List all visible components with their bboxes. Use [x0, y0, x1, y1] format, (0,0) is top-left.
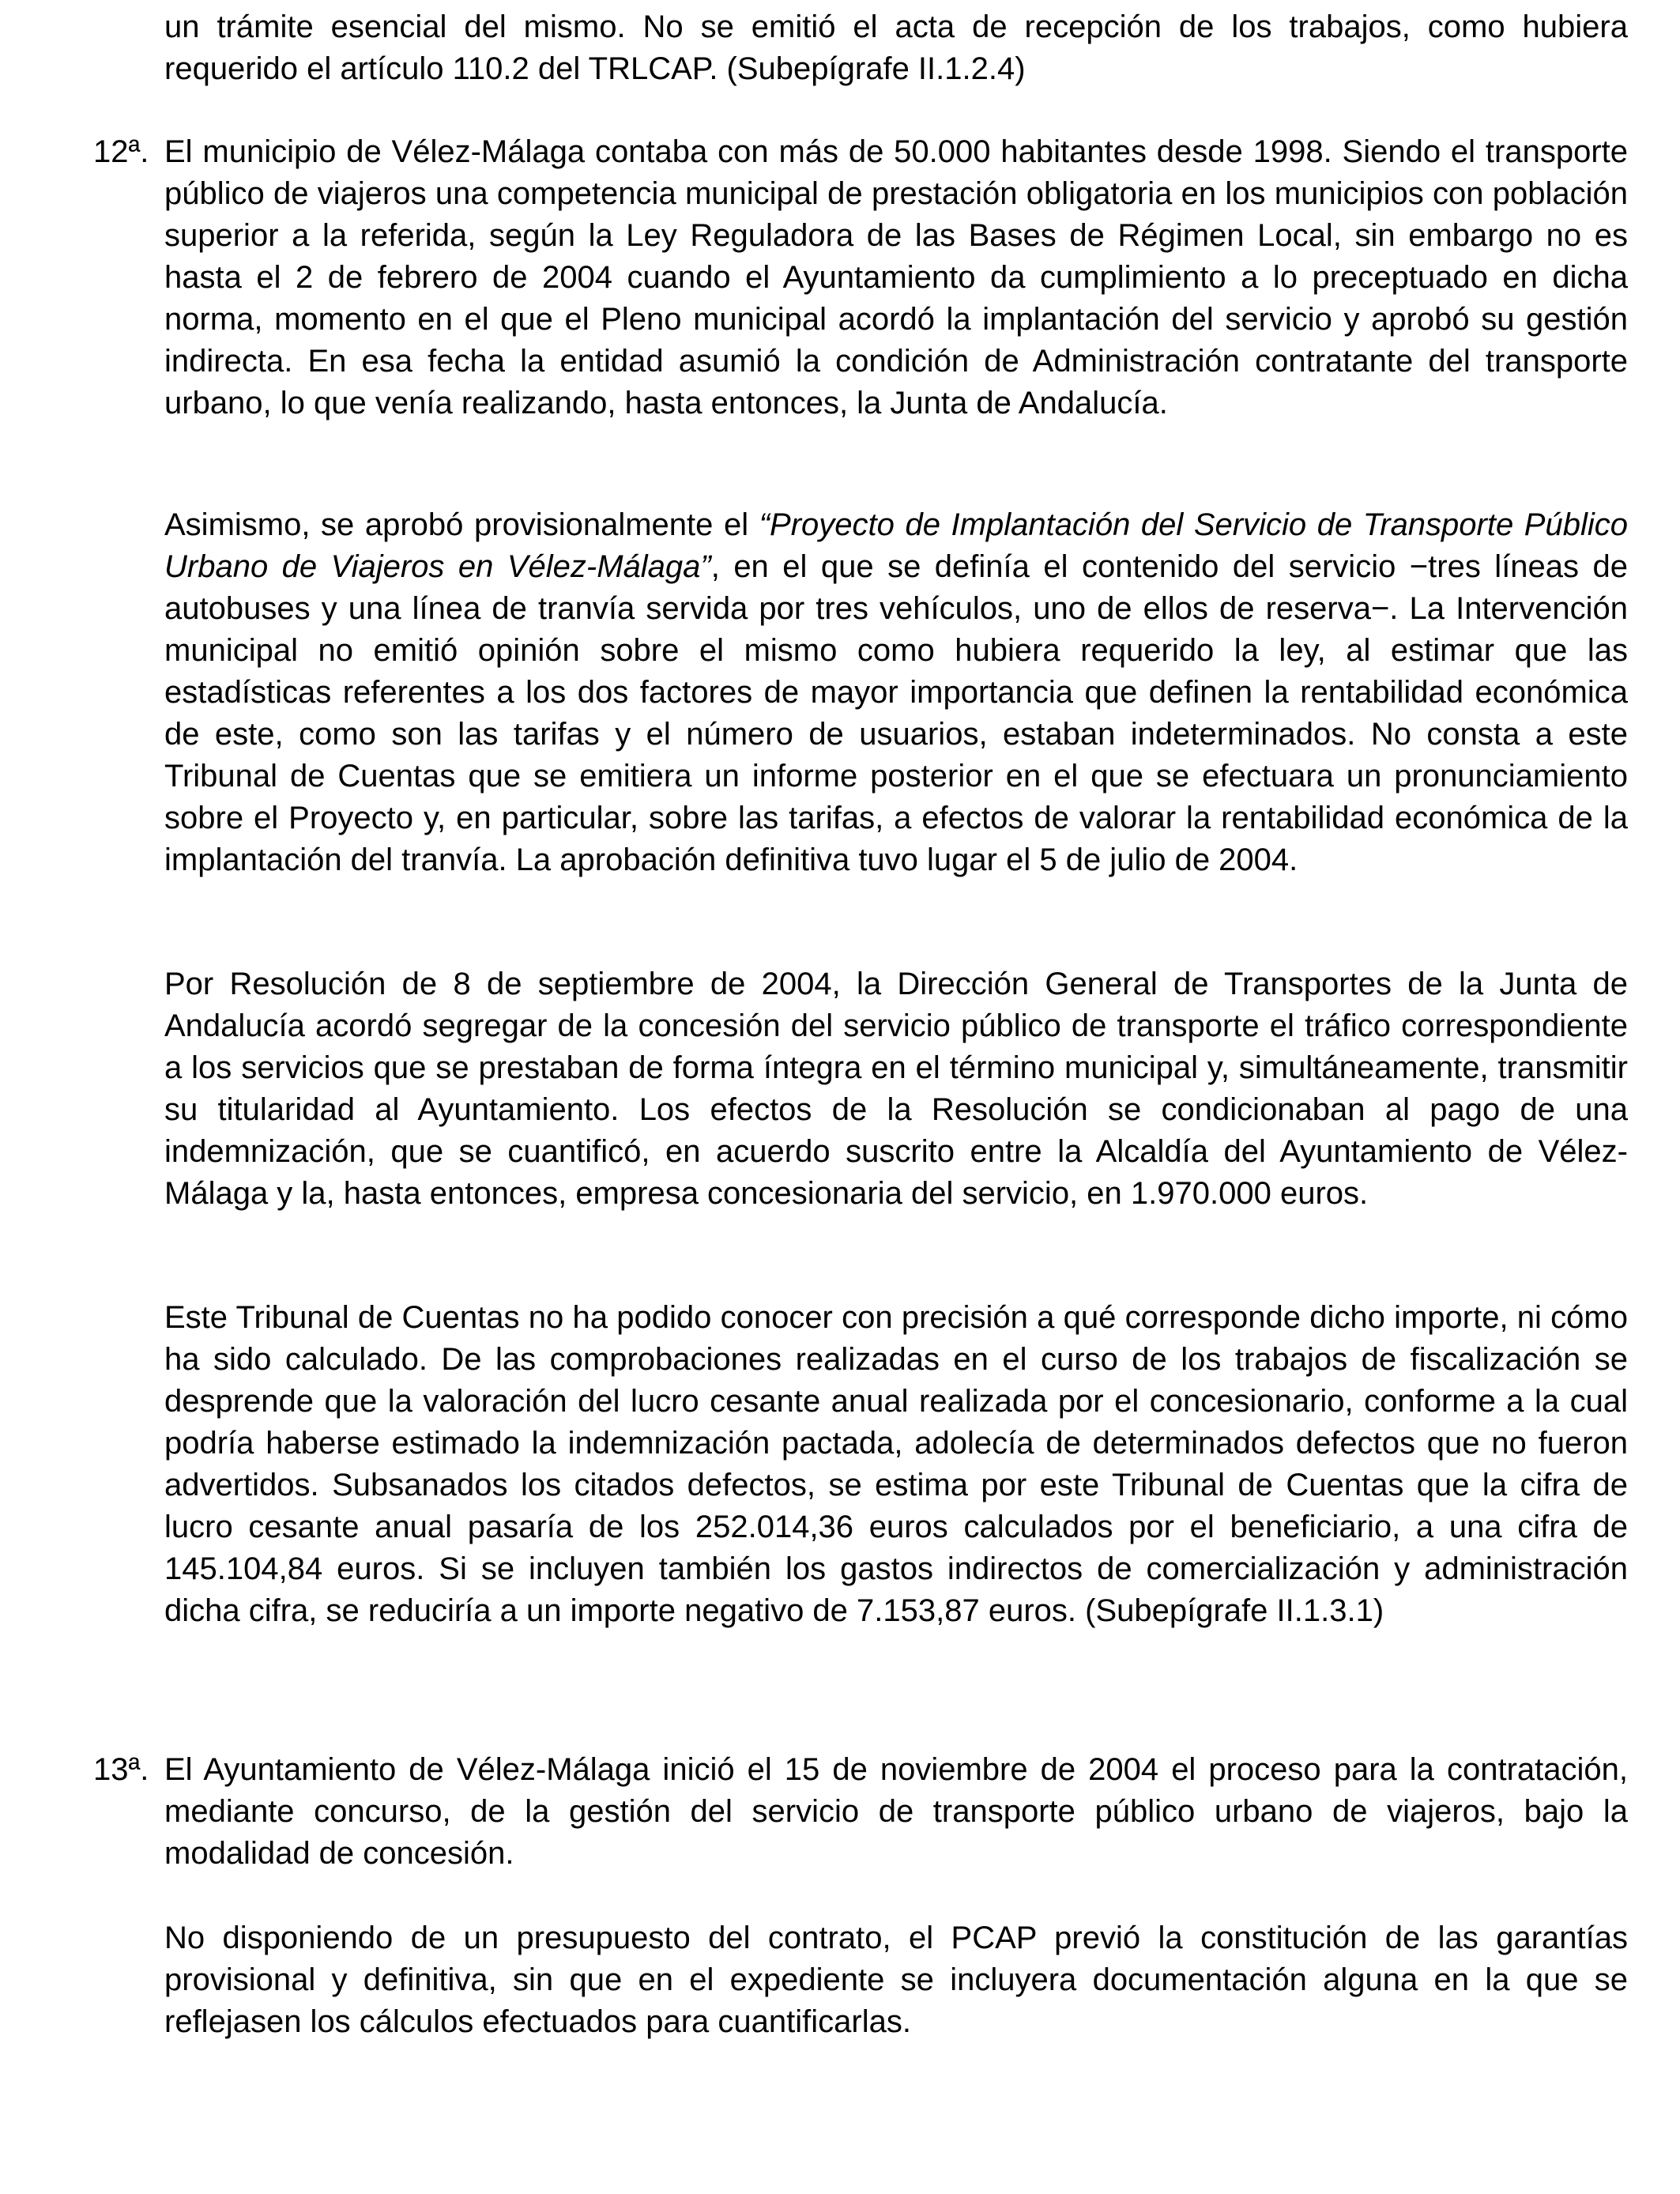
- item-13-paragraph-1: El Ayuntamiento de Vélez-Málaga inició el 15 de noviembre de 2004 el proceso para la contratación, mediante concurso, de la gestión del servicio de transporte público urbano de viajeros, bajo la modalidad de concesión.: [164, 1752, 1628, 1871]
- item-13-paragraph-2: No disponiendo de un presupuesto del contrato, el PCAP previó la constitución de las garantías provisional y definitiva, sin que en el expediente se incluyera documentación alguna en la que se reflejasen los cálculos efectuados para cuantificarlas.: [164, 1921, 1628, 2039]
- project-title: “Proyecto de Implantación del Servicio de Transporte Público Urbano de Viajeros en Vélez-Málaga”: [164, 507, 1628, 584]
- item-12-paragraph-4: Este Tribunal de Cuentas no ha podido conocer con precisión a qué corresponde dicho importe, ni cómo ha sido calculado. De las comprobaciones realizadas en el curso de los trabajos de fiscalización se desprende que la valoración del lucro cesante anual realizada por el concesionario, conforme a la cual podría haberse estimado la indemnización pactada, adolecía de determinados defectos que no fueron advertidos. Subsanados los citados defectos, se estima por este Tribunal de Cuentas que la cifra de lucro cesante anual pasaría de los 252.014,36 euros calculados por el beneficiario, a una cifra de 145.104,84 euros. Si se incluyen también los gastos indirectos de comercialización y administración dicha cifra, se reduciría a un importe negativo de 7.153,87 euros. (Subepígrafe II.1.3.1): [164, 1300, 1628, 1628]
- item-12-paragraph-2: [164, 504, 1628, 881]
- item-13-number: 13ª.: [93, 1752, 149, 1787]
- paragraph-2-rest: , en el que se definía el contenido del servicio −tres líneas de autobuses y una línea de tranvía servida por tres vehículos, uno de ellos de reserva−. La Intervención municipal no emitió opinión sobre el mismo como hubiera requerido la ley, al estimar que las estadísticas referentes a los dos factores de mayor importancia que definen la rentabilidad económica de este, como son las tarifas y el número de usuarios, estaban indeterminados. No consta a este Tribunal de Cuentas que se emitiera un informe posterior en el que se efectuara un pronunciamiento sobre el Proyecto y, en particular, sobre las tarifas, a efectos de valorar la rentabilidad económica de la implantación del tranvía. La aprobación definitiva tuvo lugar el 5 de julio de 2004.: [164, 549, 1628, 877]
- paragraph-2-lead: Asimismo, se aprobó provisionalmente el: [164, 507, 759, 542]
- item-12-paragraph-3: Por Resolución de 8 de septiembre de 2004, la Dirección General de Transportes de la Junta de Andalucía acordó segregar de la concesión del servicio público de transporte el tráfico correspondiente a los servicios que se prestaban de forma íntegra en el término municipal y, simultáneamente, transmitir su titularidad al Ayuntamiento. Los efectos de la Resolución se condicionaban al pago de una indemnización, que se cuantificó, en acuerdo suscrito entre la Alcaldía del Ayuntamiento de Vélez-Málaga y la, hasta entonces, empresa concesionaria del servicio, en 1.970.000 euros.: [164, 967, 1628, 1211]
- item-12-number: 12ª.: [93, 134, 149, 169]
- item-12-paragraph-1: El municipio de Vélez-Málaga contaba con más de 50.000 habitantes desde 1998. Siendo el transporte público de viajeros una competencia municipal de prestación obligatoria en los municipios con población superior a la referida, según la Ley Reguladora de las Bases de Régimen Local, sin embargo no es hasta el 2 de febrero de 2004 cuando el Ayuntamiento da cumplimiento a lo preceptuado en dicha norma, momento en el que el Pleno municipal acordó la implantación del servicio y aprobó su gestión indirecta. En esa fecha la entidad asumió la condición de Administración contratante del transporte urbano, lo que venía realizando, hasta entonces, la Junta de Andalucía.: [164, 134, 1628, 420]
- intro-paragraph: un trámite esencial del mismo. No se emitió el acta de recepción de los trabajos, como hubiera requerido el artículo 110.2 del TRLCAP. (Subepígrafe II.1.2.4): [164, 9, 1628, 86]
